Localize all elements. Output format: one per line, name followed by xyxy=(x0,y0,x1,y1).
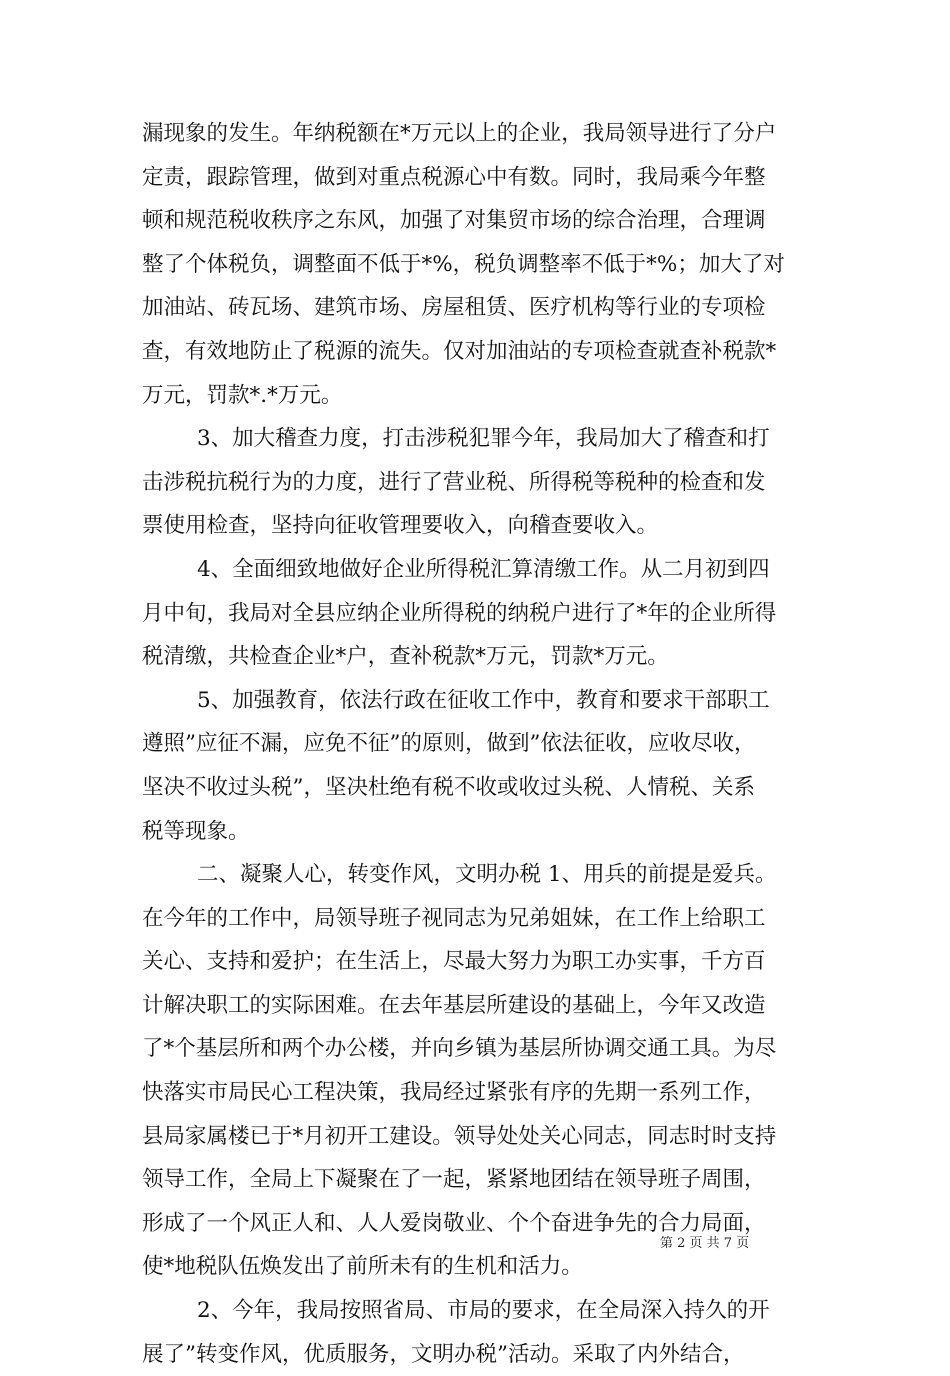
document-body xyxy=(142,112,824,1376)
text-line: 展了”转变作风，优质服务，文明办税”活动。采取了内外结合， xyxy=(142,1341,745,1367)
text-line: 领导工作，全局上下凝聚在了一起，紧紧地团结在领导班子周围， xyxy=(142,1167,766,1193)
text-line: 定责，跟踪管理，做到对重点税源心中有数。同时，我局乘今年整 xyxy=(142,164,766,190)
text-line: 查，有效地防止了税源的流失。仅对加油站的专项检查就查补税款* xyxy=(142,338,777,364)
text-line: 整了个体税负，调整面不低于*%，税负调整率不低于*%；加大了对 xyxy=(142,251,785,277)
text-line: 关心、支持和爱护；在生活上，尽最大努力为职工办实事，千方百 xyxy=(142,949,766,975)
text-line: 4、全面细致地做好企业所得税汇算清缴工作。从二月初到四 xyxy=(197,556,770,582)
text-line: 万元，罚款*.*万元。 xyxy=(142,382,343,408)
text-line: 3、加大稽查力度，打击涉税犯罪今年，我局加大了稽查和打 xyxy=(197,426,770,452)
text-line: 漏现象的发生。年纳税额在*万元以上的企业，我局领导进行了分户 xyxy=(142,121,777,146)
text-line: 在今年的工作中，局领导班子视同志为兄弟姐妹，在工作上给职工 xyxy=(142,905,766,931)
text-line: 计解决职工的实际困难。在去年基层所建设的基础上，今年又改造 xyxy=(142,992,766,1018)
text-line: 2、今年，我局按照省局、市局的要求，在全局深入持久的开 xyxy=(197,1298,770,1324)
text-line: 加油站、砖瓦场、建筑市场、房屋租赁、医疗机构等行业的专项检 xyxy=(142,295,766,321)
text-line: 了*个基层所和两个办公楼，并向乡镇为基层所协调交通工具。为尽 xyxy=(142,1036,777,1062)
text-line: 坚决不收过头税”，坚决杜绝有税不收或收过头税、人情税、关系 xyxy=(142,774,755,800)
text-line: 5、加强教育，依法行政在征收工作中，教育和要求干部职工 xyxy=(197,687,770,713)
text-line: 月中旬，我局对全县应纳企业所得税的纳税户进行了*年的企业所得 xyxy=(142,600,777,626)
text-line: 遵照”应征不漏，应免不征”的原则，做到”依法征收，应收尽收， xyxy=(142,731,756,757)
text-line: 税清缴，共检查企业*户，查补税款*万元，罚款*万元。 xyxy=(142,644,669,670)
text-line: 形成了一个风正人和、人人爱岗敬业、个个奋进争先的合力局面， xyxy=(142,1210,766,1236)
text-line: 顿和规范税收秩序之东风，加强了对集贸市场的综合治理，合理调 xyxy=(142,208,766,234)
text-line: 县局家属楼已于*月初开工建设。领导处处关心同志，同志时时支持 xyxy=(142,1123,777,1149)
text-line: 二、凝聚人心，转变作风，文明办税 1、用兵的前提是爱兵。 xyxy=(197,862,777,888)
text-line: 税等现象。 xyxy=(142,818,250,844)
text-line: 快落实市局民心工程决策，我局经过紧张有序的先期一系列工作， xyxy=(142,1080,766,1106)
text-line: 使*地税队伍焕发出了前所未有的生机和活力。 xyxy=(142,1254,583,1280)
text-line: 击涉税抗税行为的力度，进行了营业税、所得税等税种的检查和发 xyxy=(142,469,766,495)
page-number: 第 2 页 共 7 页 xyxy=(660,1236,750,1251)
text-line: 票使用检查，坚持向征收管理要收入，向稽查要收入。 xyxy=(142,513,659,539)
